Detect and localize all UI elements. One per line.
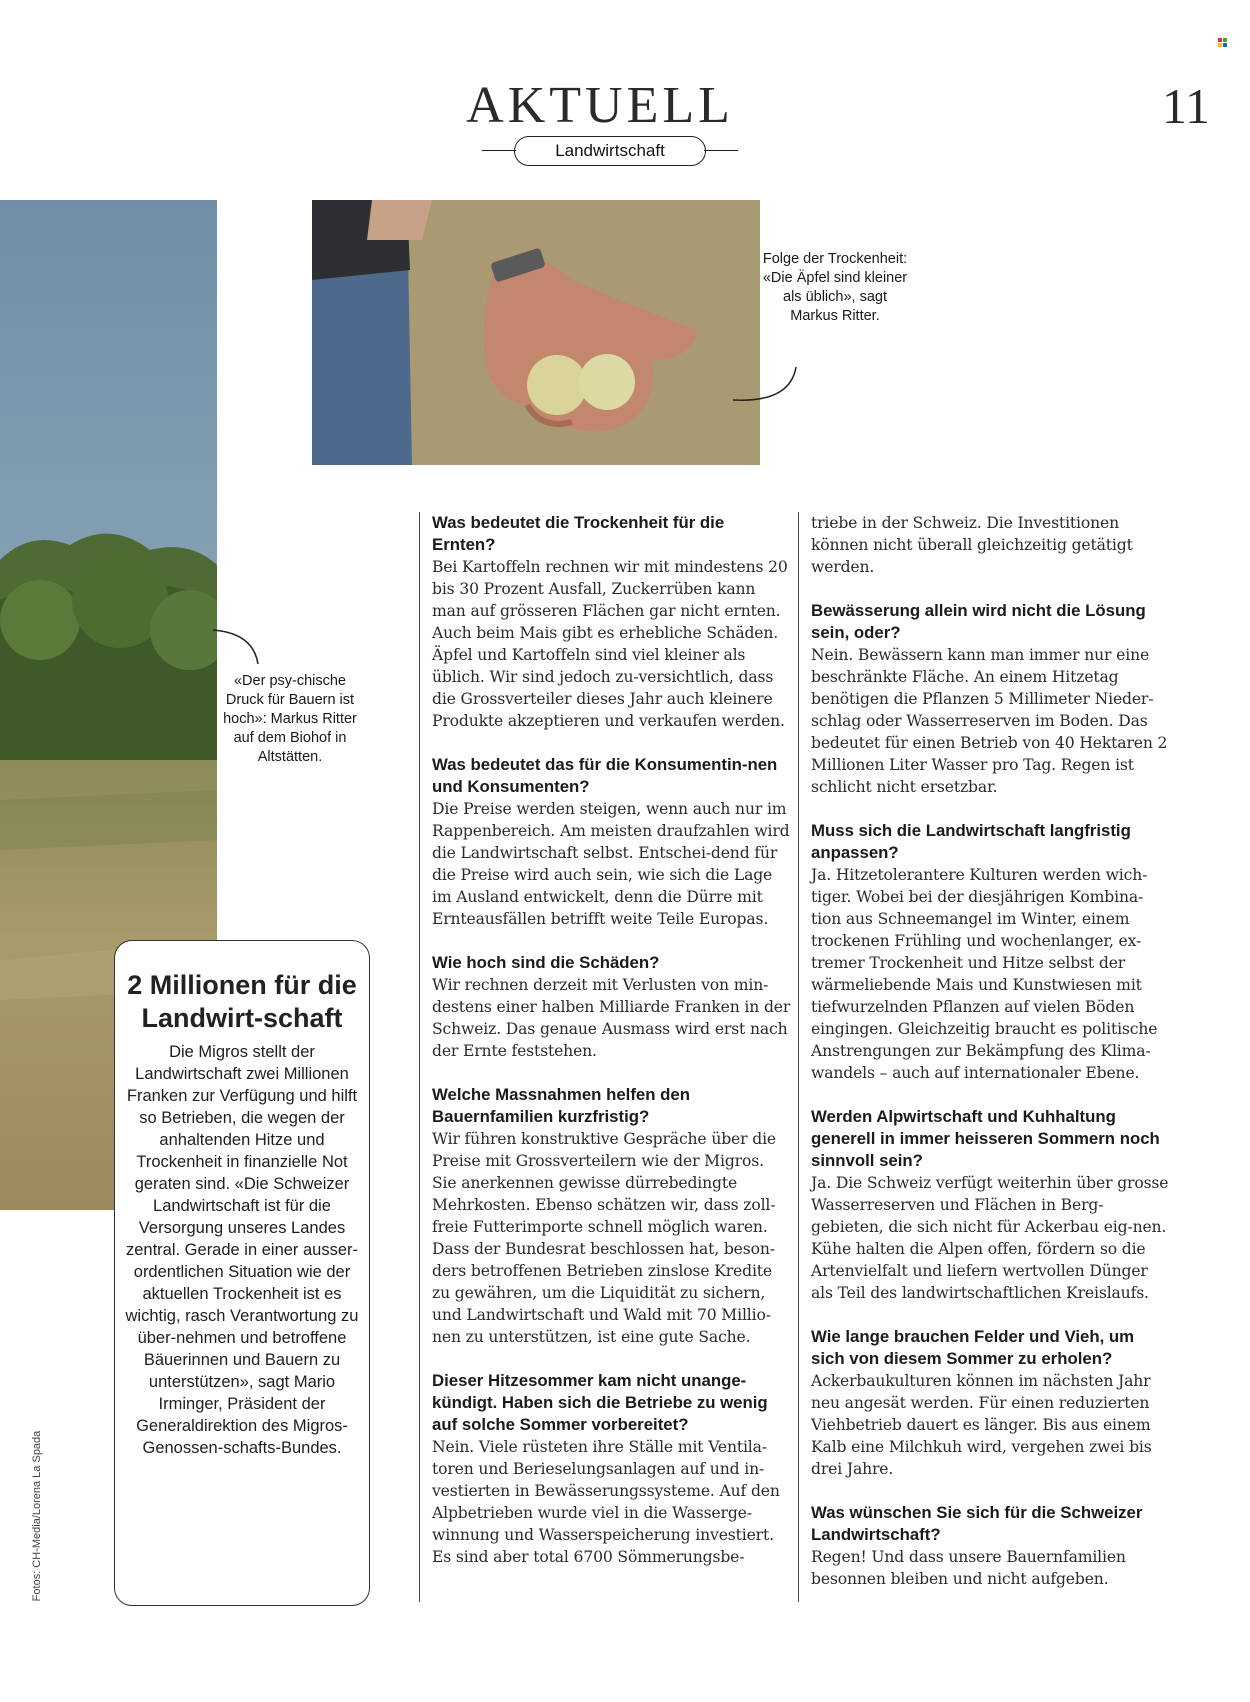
article-column-left	[432, 512, 792, 1590]
answer: Regen! Und dass unsere Bauernfamilien besonnen bleiben und nicht aufgeben.	[811, 1548, 1126, 1588]
photo-credit: Fotos: CH-Media/Lorena La Spada	[31, 1430, 43, 1602]
question: Bewässerung allein wird nicht die Lösung sein, oder?	[811, 601, 1146, 642]
apples-caption: Folge der Trockenheit: «Die Äpfel sind kleiner als üblich», sagt Markus Ritter.	[762, 251, 908, 324]
question: Werden Alpwirtschaft und Kuhhaltung generell in immer heisseren Sommern noch sinnvoll sein?	[811, 1107, 1160, 1170]
question: Was bedeutet das für die Konsumentin-nen und Konsumenten?	[432, 755, 778, 796]
column-rule-right	[798, 512, 799, 1602]
rubric-line-right	[704, 150, 738, 151]
page-number: 11	[1161, 78, 1210, 134]
question: Welche Massnahmen helfen den Bauernfamilien kurzfristig?	[432, 1085, 691, 1126]
info-box-text: Die Migros stellt der Landwirtschaft zwei Millionen Franken zur Verfügung und hilft so Betrieben, die wegen der anhaltenden Hitze und Trockenheit in finanzielle Not geraten sind. «Die Schweizer Landwirtschaft ist für die Versorgung unseres Landes zentral. Gerade in einer ausser-ordentlichen Situation wie der aktuellen Trockenheit ist es wichtig, rasch Verantwortung zu über-nehmen und betroffene Bäuerinnen und Bauern zu unterstützen», sagt Mario Irminger, Präsident der Generaldirektion des Migros-Genossen-schafts-Bundes.	[125, 1043, 359, 1457]
question: Wie lange brauchen Felder und Vieh, um sich von diesem Sommer zu erholen?	[811, 1327, 1135, 1368]
apples-in-hand-photo	[312, 200, 760, 465]
answer: Ackerbaukulturen können im nächsten Jahr neu angesät werden. Für einen reduzierten Viehbetrieb dauert es länger. Bis aus einem Kalb eine Milchkuh wird, vergehen zwei bis drei Jahre.	[811, 1372, 1152, 1478]
markus-caption: «Der psy-chische Druck für Bauern ist hoch»: Markus Ritter auf dem Biohof in Altstätten.	[223, 673, 357, 765]
rubric-line-left	[482, 150, 516, 151]
answer: Wir rechnen derzeit mit Verlusten von min-destens einer halben Milliarde Franken in der Schweiz. Das genaue Ausmass wird erst nach der Ernte feststehen.	[432, 976, 791, 1060]
answer: Nein. Bewässern kann man immer nur eine beschränkte Fläche. An einem Hitzetag benötigen die Pflanzen 5 Millimeter Nieder-schlag oder Wasserreserven im Boden. Das bedeutet für einen Betrieb von 40 Hektaren 2 Millionen Liter Wasser pro Tag. Regen ist schlicht nicht ersetzbar.	[811, 646, 1168, 796]
answer: Ja. Hitzetolerantere Kulturen werden wich-tiger. Wobei bei der diesjährigen Kombina-tion aus Schneemangel im Winter, einem trockenen Frühling und wochenlanger, ex-tremer Trockenheit und Hitze selbst der wärmeliebende Mais und Kunstwiesen mit tiefwurzelnden Pflanzen auf vielen Böden eingingen. Gleichzeitig braucht es politische Anstrengungen zur Bekämpfung des Klima-wandels – auch auf internationaler Ebene.	[811, 866, 1158, 1082]
article-column-right	[811, 512, 1171, 1612]
info-box	[114, 940, 370, 1606]
answer: Nein. Viele rüsteten ihre Ställe mit Ventila-toren und Berieselungsanlagen auf und in-vestierten in Bewässerungssysteme. Auf den Alpbetrieben wurde viel in die Wasserge-winnung und Wasserspeicherung investiert. Es sind aber total 6700 Sömmerungsbe-	[432, 1438, 780, 1566]
answer: Wir führen konstruktive Gespräche über die Preise mit Grossverteilern wie der Migros. Sie anerkennen gewisse dürrebedingte Mehrkosten. Ebenso schätzen wir, dass zoll-freie Futterimporte schnell möglich waren. Dass der Bundesrat beschlossen hat, beson-ders betroffenen Betrieben zinslose Kredite zu gewähren, um die Liquidität zu sichern, und Landwirtschaft und Wald mit 70 Millio-nen zu unterstützen, ist eine gute Sache.	[432, 1130, 776, 1346]
question: Was bedeutet die Trockenheit für die Ernten?	[432, 513, 725, 554]
question: Dieser Hitzesommer kam nicht unange-kündigt. Haben sich die Betriebe zu wenig auf solche Sommer vorbereitet?	[432, 1371, 768, 1434]
corner-mark	[1218, 33, 1228, 43]
question: Muss sich die Landwirtschaft langfristig anpassen?	[811, 821, 1131, 862]
caption-pointer-markus	[208, 628, 268, 668]
answer: Ja. Die Schweiz verfügt weiterhin über grosse Wasserreserven und Flächen in Berg-gebieten, die sich nicht für Ackerbau eig-nen. Kühe halten die Alpen offen, fördern so die Artenvielfalt und liefern wertvollen Dünger als Teil des landwirtschaftlichen Kreislaufs.	[811, 1174, 1169, 1302]
answer: Die Preise werden steigen, wenn auch nur im Rappenbereich. Am meisten draufzahlen wird die Landwirtschaft selbst. Entschei-dend für die Preise wird auch sein, wie sich die Lage im Ausland entwickelt, denn die Dürre mit Ernteausfällen betrifft weite Teile Europas.	[432, 800, 790, 928]
question: Was wünschen Sie sich für die Schweizer Landwirtschaft?	[811, 1503, 1143, 1544]
caption-pointer-apples	[728, 365, 803, 410]
column-rule-left	[419, 512, 420, 1602]
info-box-title: 2 Millionen für die Landwirt-schaft	[127, 970, 357, 1033]
section-title: AKTUELL	[466, 77, 734, 134]
question: Wie hoch sind die Schäden?	[432, 953, 660, 972]
answer-continuation: triebe in der Schweiz. Die Investitionen können nicht überall gleichzeitig getätigt werden.	[811, 514, 1133, 576]
answer: Bei Kartoffeln rechnen wir mit mindestens 20 bis 30 Prozent Ausfall, Zuckerrüben kann man auf grösseren Flächen gar nicht ernten. Auch beim Mais gibt es erhebliche Schäden. Äpfel und Kartoffeln sind viel kleiner als üblich. Wir sind jedoch zu-versichtlich, dass die Grossverteiler dieses Jahr auch kleinere Produkte akzeptieren und verkaufen werden.	[432, 558, 788, 730]
rubric-label: Landwirtschaft	[514, 136, 706, 166]
